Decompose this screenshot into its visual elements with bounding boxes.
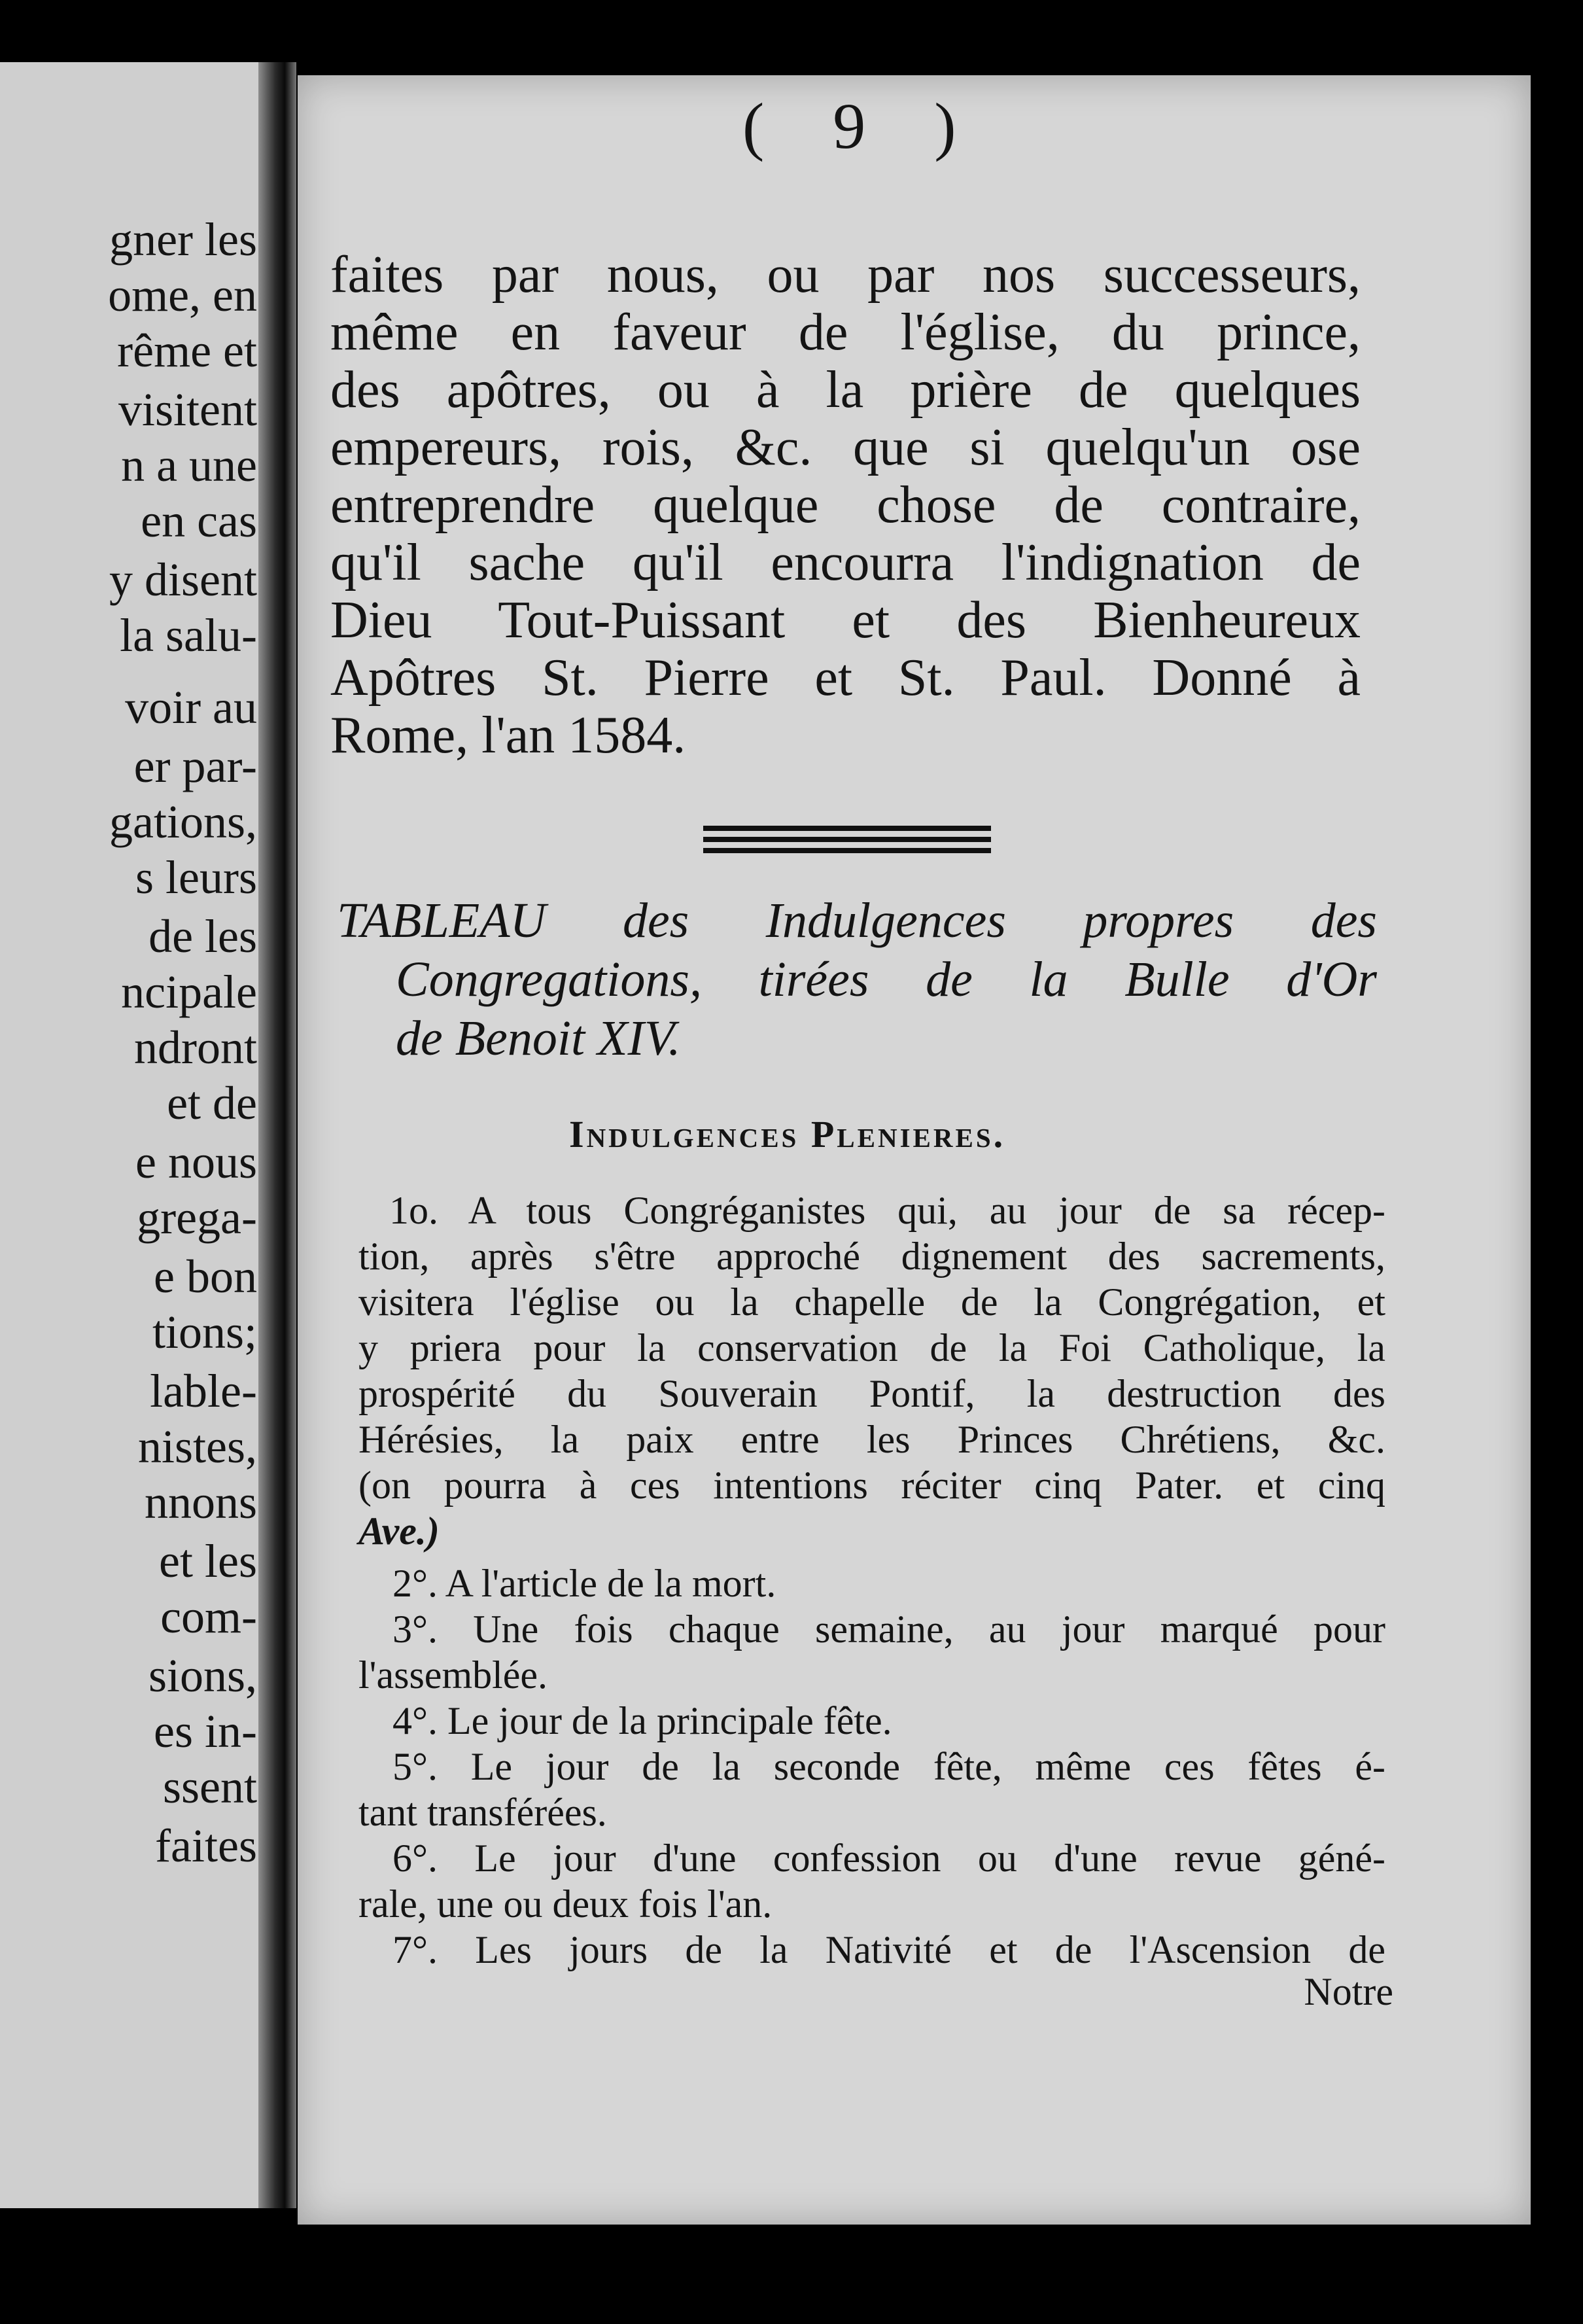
left-page-fragment: tions; [152,1306,257,1358]
left-page-fragment: ncipale [121,966,257,1018]
list-item-line: tant transférées. [358,1791,607,1834]
list-item-line: 5°. Le jour de la seconde fête, même ces fêtes é- [392,1745,1385,1788]
list-item-line: prospérité du Souverain Pontif, la destruction des [358,1372,1385,1415]
left-page-fragment: n a une [121,439,257,491]
book-gutter [258,62,296,2208]
previous-page [0,62,265,2208]
section-heading: Indulgences Plenieres. [569,1113,1006,1155]
title-line: de Benoit XIV. [396,1011,681,1066]
left-page-fragment: ssent [163,1761,257,1813]
body-line: Dieu Tout-Puissant et des Bienheureux [330,591,1361,649]
body-line: faites par nous, ou par nos successeurs, [330,246,1361,304]
list-item-line: 6°. Le jour d'une confession ou d'une revue géné- [392,1837,1385,1880]
list-item-line: 4°. Le jour de la principale fête. [392,1699,892,1742]
left-page-fragment: rême et [117,325,257,377]
left-page-fragment: gner les [109,213,257,266]
left-page-fragment: et de [167,1077,257,1129]
title-line: TABLEAU des Indulgences propres des [337,893,1377,948]
left-page-fragment: lable- [150,1365,257,1417]
body-line: même en faveur de l'église, du prince, [330,304,1361,361]
left-page-fragment: nistes, [137,1420,257,1473]
section-divider-rule [703,826,991,853]
left-page-fragment: faites [155,1820,257,1872]
left-page-fragment: com- [160,1591,257,1643]
body-line: qu'il sache qu'il encourra l'indignation de [330,534,1361,591]
body-line: Rome, l'an 1584. [330,707,686,764]
list-item-line: rale, une ou deux fois l'an. [358,1882,773,1926]
left-page-fragment: ome, en [108,269,257,321]
list-item-line: visitera l'église ou la chapelle de la Congrégation, et [358,1280,1385,1324]
left-page-fragment: s leurs [135,851,257,904]
list-item-line: 3°. Une fois chaque semaine, au jour marqué pour [392,1608,1385,1651]
body-line: Apôtres St. Pierre et St. Paul. Donné à [330,649,1361,707]
left-page-fragment: er par- [133,740,257,792]
body-line: entreprendre quelque chose de contraire, [330,476,1361,534]
left-page-fragment: e bon [154,1250,257,1303]
page-number: ( 9 ) [742,90,983,162]
list-item-line: Ave.) [358,1509,440,1553]
left-page-fragment: ndront [134,1021,257,1074]
list-item-line: l'assemblée. [358,1653,548,1697]
left-page-fragment: visitent [118,383,257,436]
list-item-line: tion, après s'être approché dignement des sacrements, [358,1235,1385,1278]
left-page-fragment: et les [159,1535,257,1587]
left-page-fragment: voir au [125,681,257,733]
left-page-fragment: e nous [135,1136,257,1188]
left-page-fragment: grega- [137,1191,257,1244]
catchword: Notre [1304,1970,1393,2013]
left-page-fragment: y disent [109,554,257,606]
left-page-fragment: es in- [154,1705,257,1757]
title-line: Congregations, tirées de la Bulle d'Or [396,952,1377,1007]
list-item-line: (on pourra à ces intentions réciter cinq Pater. et cinq [358,1464,1385,1507]
left-page-fragment: gations, [109,796,257,848]
left-page-fragment: sions, [148,1649,257,1702]
list-item-line: 2°. A l'article de la mort. [392,1562,776,1605]
left-page-fragment: de les [148,910,257,962]
left-page-fragment: en cas [141,495,257,547]
left-page-fragment: la salu- [120,609,257,661]
body-line: des apôtres, ou à la prière de quelques [330,361,1361,419]
list-item-line: 1o. A tous Congréganistes qui, au jour de sa récep- [389,1189,1385,1232]
body-line: empereurs, rois, &c. que si quelqu'un ose [330,419,1361,476]
left-page-fragment: nnons [144,1476,257,1528]
list-item-line: y priera pour la conservation de la Foi Catholique, la [358,1326,1385,1369]
list-item-line: Hérésies, la paix entre les Princes Chrétiens, &c. [358,1418,1385,1461]
list-item-line: 7°. Les jours de la Nativité et de l'Ascension de [392,1928,1385,1971]
